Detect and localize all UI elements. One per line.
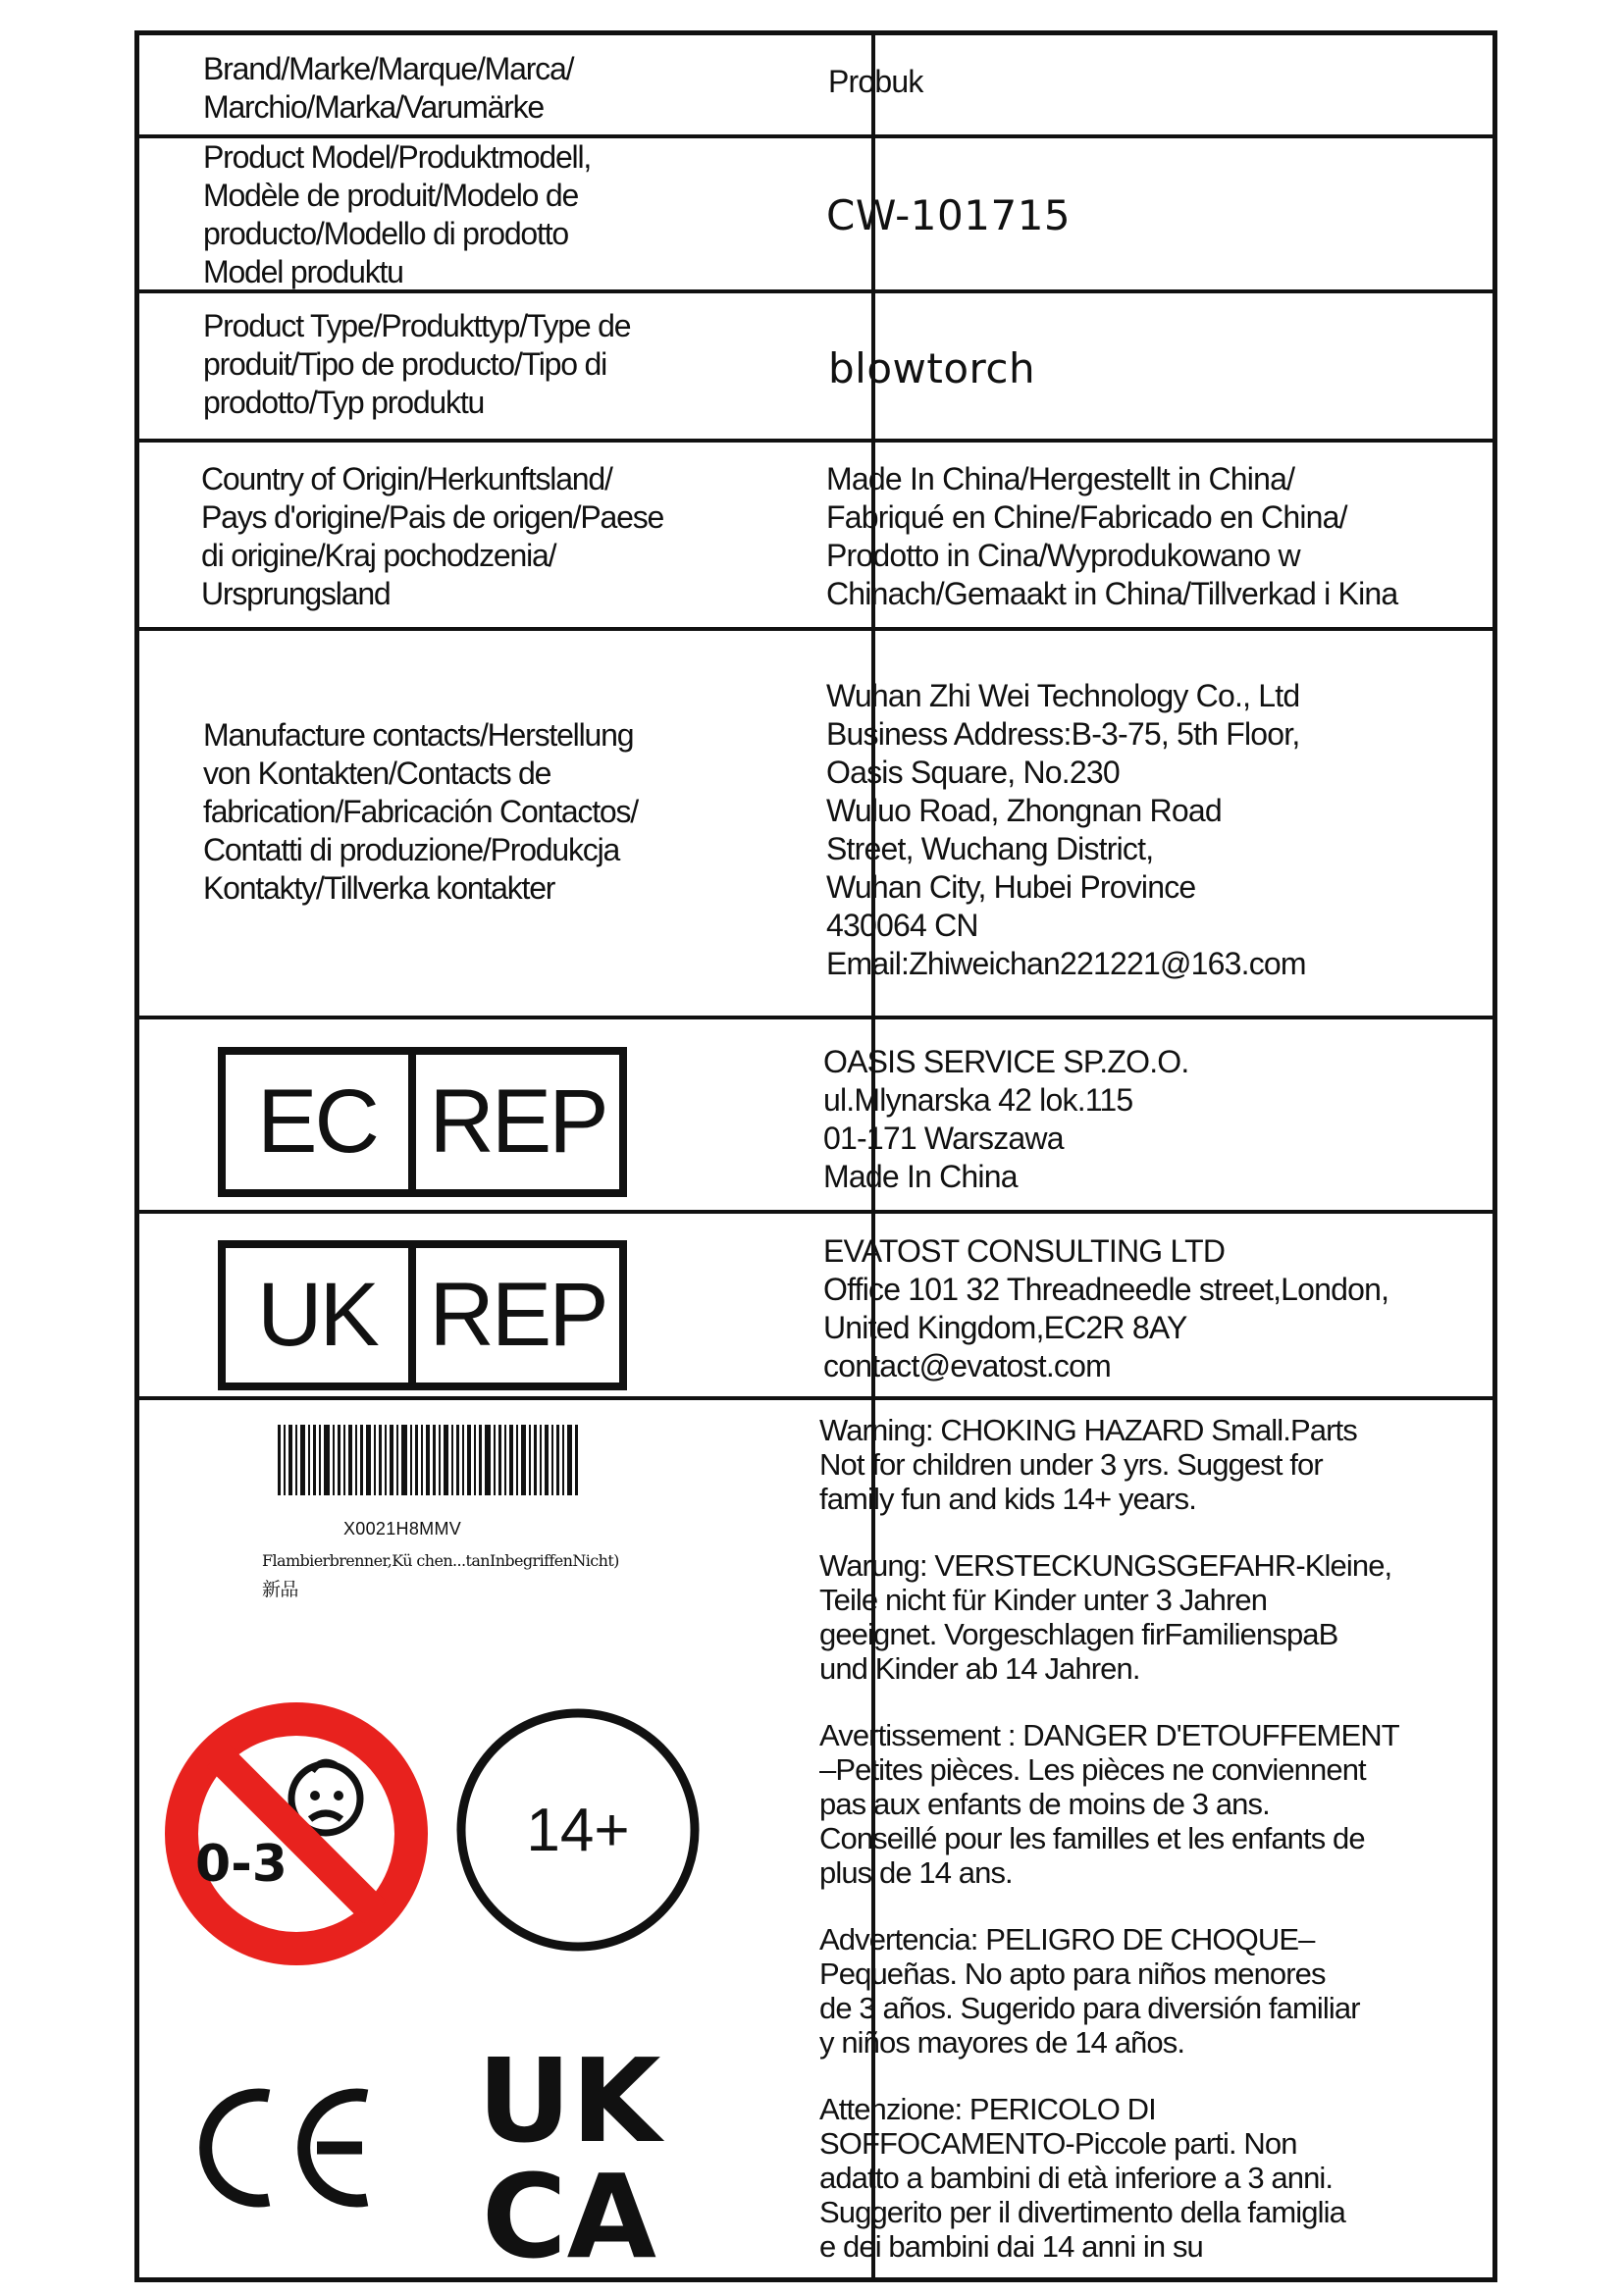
uk-rep-address: EVATOST CONSULTING LTD Office 101 32 Threadneedle street,London, United Kingdom,EC2R 8AY contact@evatost.com (823, 1233, 1389, 1383)
rep-text: REP (429, 1265, 606, 1365)
uk-rep-symbol (218, 1240, 627, 1390)
barcode-image (278, 1425, 582, 1495)
ec-rep-address: OASIS SERVICE SP.ZO.O. ul.Mlynarska 42 lok.115 01-171 Warszawa Made In China (823, 1044, 1189, 1194)
origin-value: Made In China/Hergestellt in China/ Fabriqué en Chine/Fabricado en China/ Prodotto in Cina/Wyprodukowano w Chinach/Gemaakt in China/Tillverkad i Kina (826, 461, 1398, 611)
warning-english: Warning: CHOKING HAZARD Small.Parts Not for children under 3 yrs. Suggest for family fun and kids 14+ years. (819, 1413, 1357, 1516)
warning-spanish: Advertencia: PELIGRO DE CHOQUE– Pequeñas. No apto para niños menores de 3 años. Sugerido para diversión familiar y niños mayores de 14 años. (819, 1922, 1360, 2060)
manufacturer-label: Manufacture contacts/Herstellung von Kontakten/Contacts de fabrication/Fabricación Contactos/ Contatti di produzione/Produkcja Kontakty/Tillverka kontakter (203, 717, 638, 906)
ec-text: EC (226, 1055, 416, 1189)
row-divider (139, 1210, 1492, 1214)
warning-italian: Attenzione: PERICOLO DI SOFFOCAMENTO-Piccole parti. Non adatto a bambini di età inferiore a 3 anni. Suggerito per il divertimento della famiglia e dei bambini dai 14 anni in su (819, 2092, 1345, 2264)
row-divider (139, 1016, 1492, 1019)
ukca-line2-text: CA (482, 2149, 656, 2266)
barcode-condition: 新品 (262, 1579, 298, 1600)
row-divider (139, 1396, 1492, 1400)
age-prohibited-text: 0-3 (195, 1835, 288, 1894)
no-children-under-3-icon (163, 1700, 430, 1967)
brand-label: Brand/Marke/Marque/Marca/ Marchio/Marka/Varumärke (203, 51, 574, 125)
warning-german: Warung: VERSTECKUNGSGEFAHR-Kleine, Teile nicht für Kinder unter 3 Jahren geeignet. Vorgeschlagen firFamilienspaB und Kinder ab 14 Jahren. (819, 1548, 1392, 1686)
ce-mark-text: CE (183, 2084, 184, 2085)
brand-value-text: Probuk (828, 64, 923, 99)
ce-mark-icon (183, 2084, 379, 2212)
type-label: Product Type/Produkttyp/Type de produit/Tipo de producto/Tipo di prodotto/Typ produktu (203, 308, 631, 420)
uk-text: UK (226, 1248, 416, 1383)
age-recommended-text: 14+ (526, 1797, 630, 1864)
age-14-plus-icon (452, 1704, 704, 1956)
warning-french: Avertissement : DANGER D'ETOUFFEMENT –Petites pièces. Les pièces ne conviennent pas aux enfants de moins de 3 ans. Conseillé pour les familles et les enfants de plus de 14 ans. (819, 1718, 1399, 1890)
rep-text: REP (429, 1071, 606, 1172)
model-label: Product Model/Produktmodell, Modèle de produit/Modelo de producto/Modello di prodotto Model produktu (203, 139, 592, 289)
row-divider (139, 627, 1492, 631)
product-label-table (134, 30, 1497, 2282)
row-divider (139, 439, 1492, 443)
ukca-line1-text: UK (477, 2048, 661, 2168)
barcode-code: X0021H8MMV (343, 1519, 462, 1539)
barcode-description: Flambierbrenner,Kü chen...tanInbegriffenNicht) (262, 1551, 619, 1570)
ec-rep-symbol (218, 1047, 627, 1197)
manufacturer-value: Wuhan Zhi Wei Technology Co., Ltd Business Address:B-3-75, 5th Floor, Oasis Square, No.230 Wuluo Road, Zhongnan Road Street, Wuchang District, Wuhan City, Hubei Province 430064 CN Email:Zhiweichan221221@163.com (826, 678, 1306, 981)
warnings-block (819, 1413, 1487, 2296)
model-value: CW-101715 (826, 191, 1072, 239)
origin-label: Country of Origin/Herkunftsland/ Pays d'origine/Pais de origen/Paese di origine/Kraj pochodzenia/ Ursprungsland (201, 461, 664, 611)
type-value: blowtorch (828, 344, 1036, 392)
ukca-mark-icon (467, 2048, 673, 2266)
